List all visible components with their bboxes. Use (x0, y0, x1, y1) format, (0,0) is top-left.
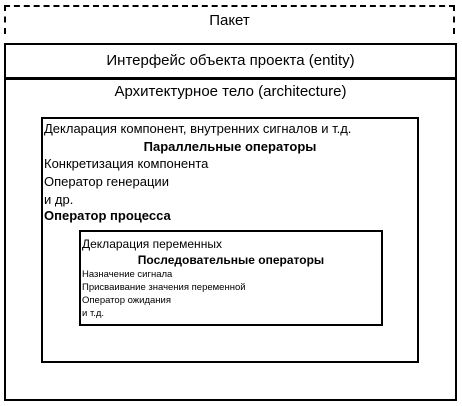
concurrent-item: Конкретизация компонента (44, 156, 209, 171)
sequential-declaration: Декларация переменных (82, 237, 222, 251)
package-title: Пакет (209, 12, 250, 29)
concurrent-item: Оператор генерации (44, 174, 169, 189)
sequential-heading: Последовательные операторы (137, 253, 325, 267)
concurrent-item: и др. (44, 192, 74, 207)
concurrent-declaration: Декларация компонент, внутренних сигналов и т.д. (44, 121, 352, 136)
sequential-item: Оператор ожидания (82, 295, 171, 306)
sequential-item: Назначение сигнала (82, 269, 173, 280)
architecture-title: Архитектурное тело (architecture) (114, 83, 347, 100)
entity-title: Интерфейс объекта проекта (entity) (106, 52, 355, 69)
concurrent-heading: Параллельные операторы (143, 139, 317, 154)
sequential-item: Присваивание значения переменной (82, 282, 246, 293)
sequential-item: и т.д. (82, 308, 105, 319)
process-heading: Оператор процесса (44, 208, 171, 223)
